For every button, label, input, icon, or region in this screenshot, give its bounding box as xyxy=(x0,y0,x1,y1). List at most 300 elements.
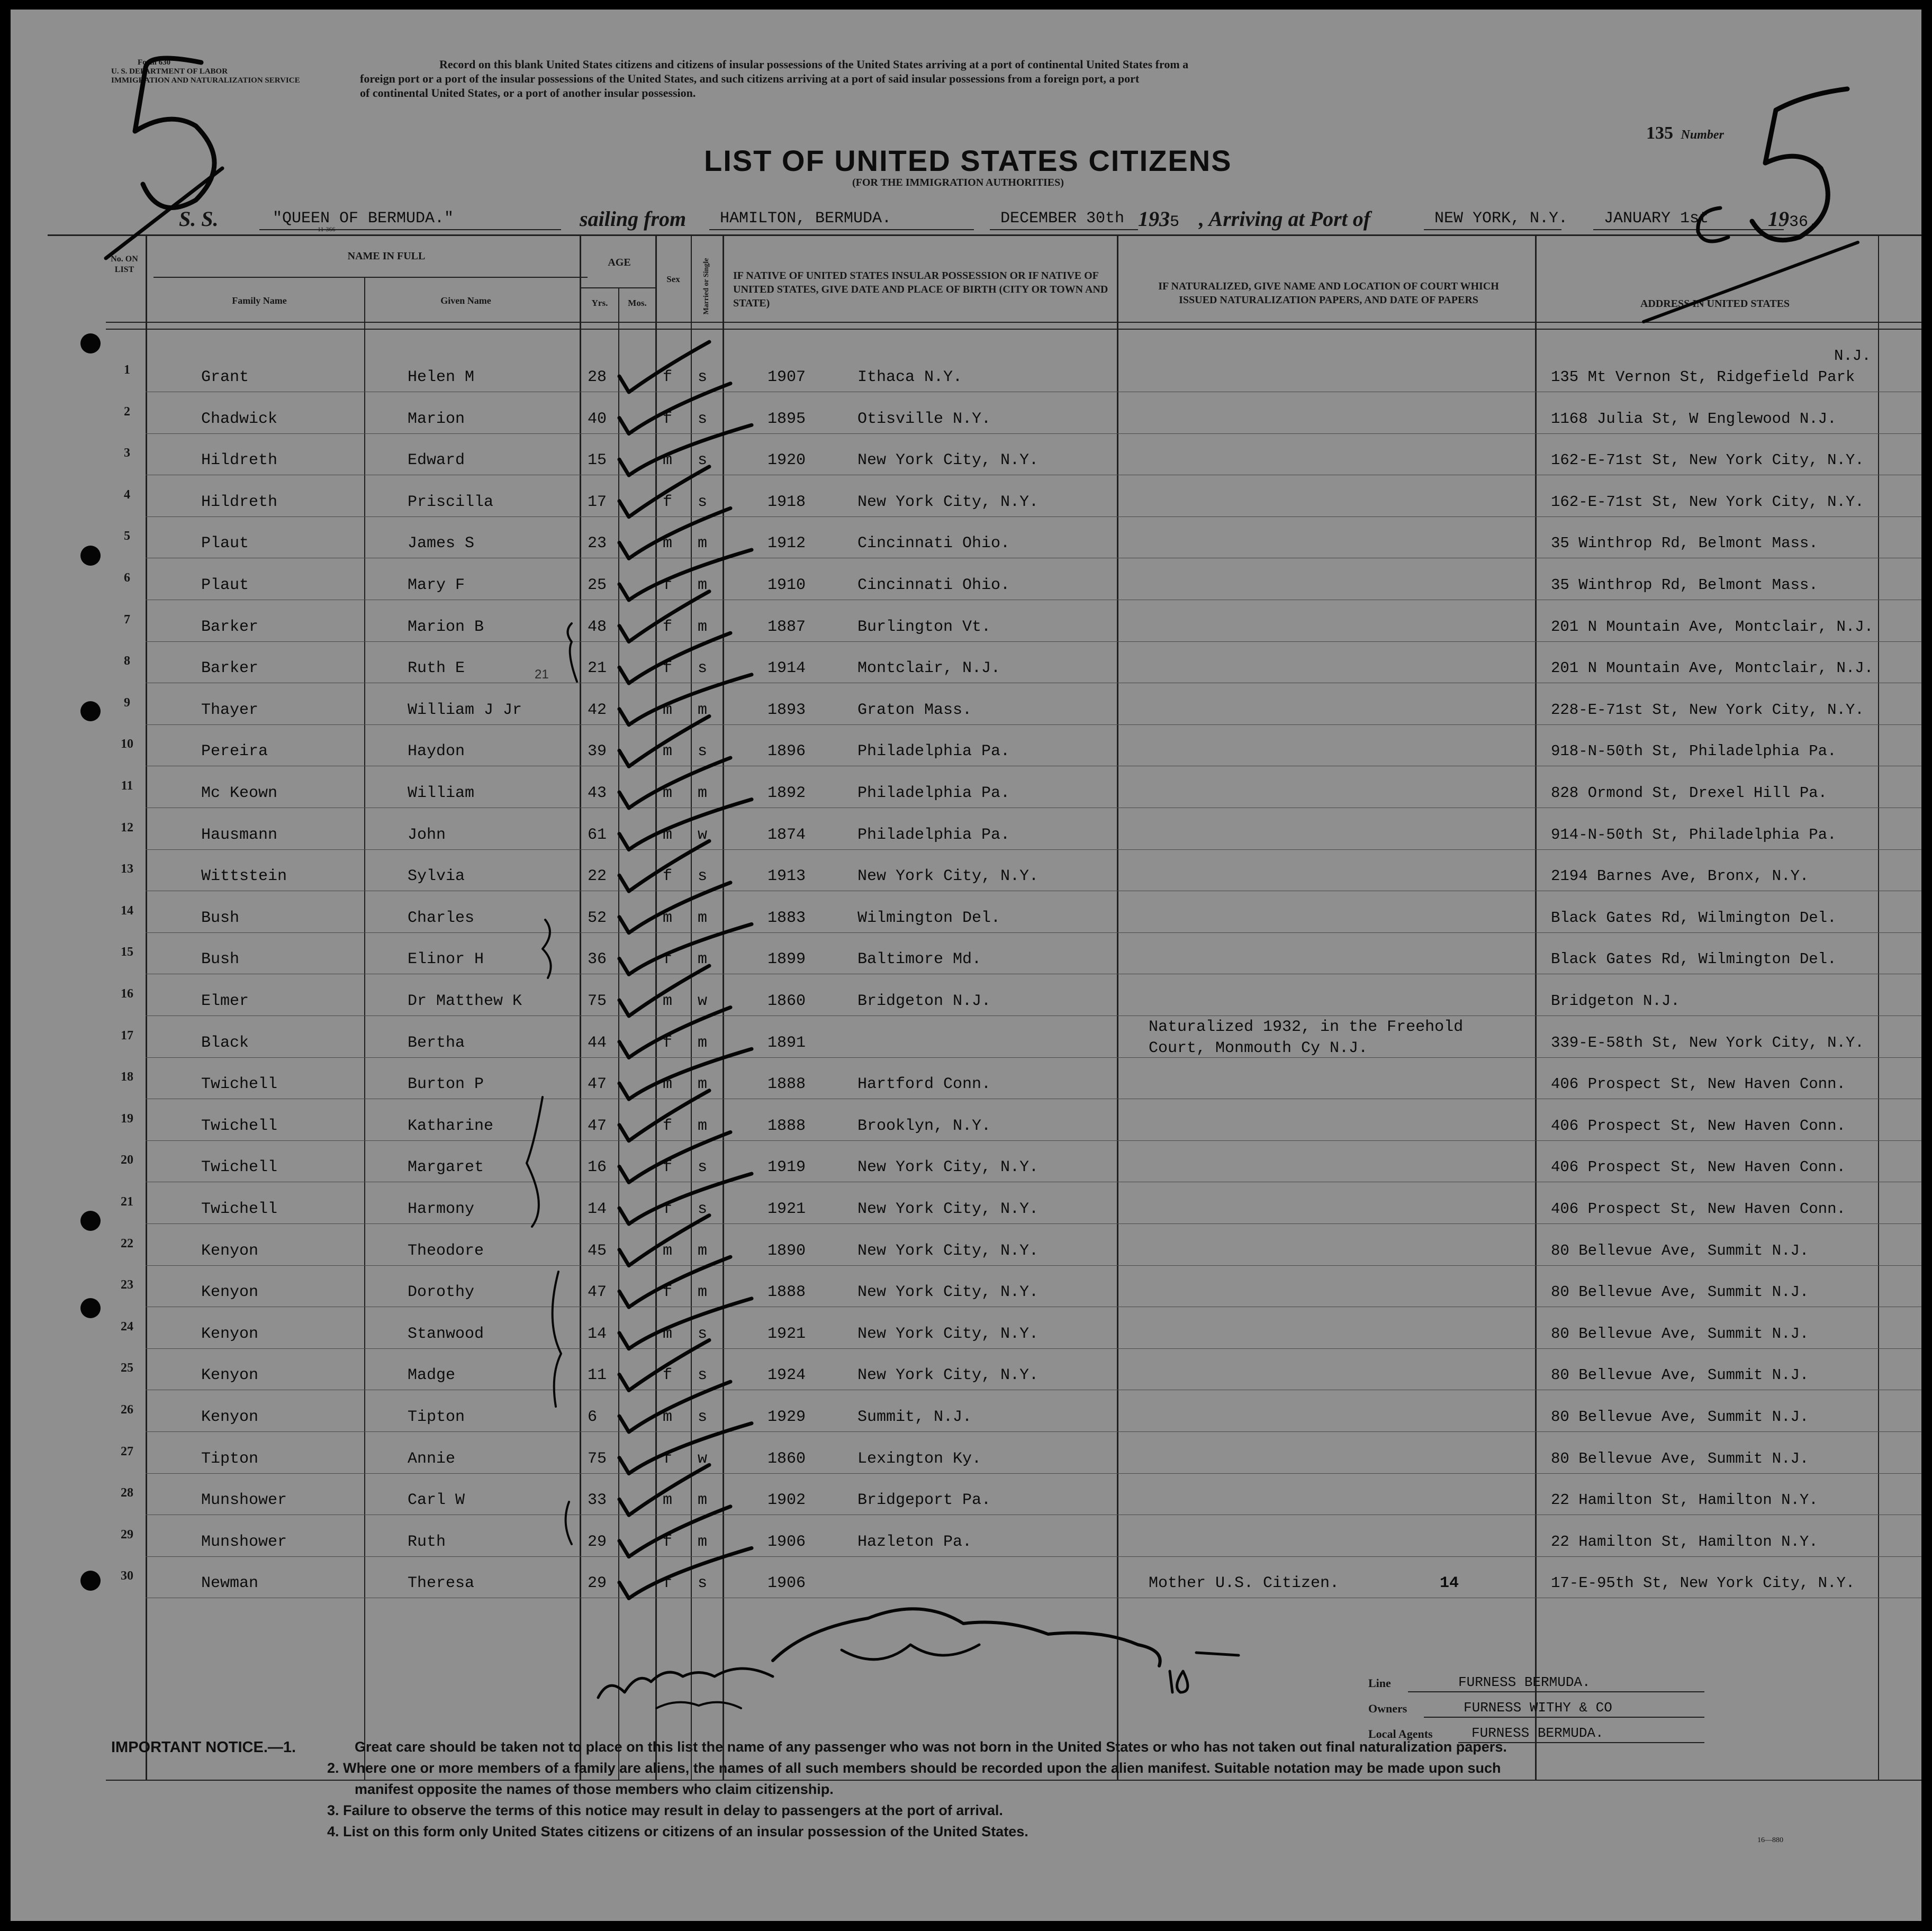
marital-status: s xyxy=(698,867,708,885)
footer-code: 16—880 xyxy=(1757,1836,1783,1844)
age-years: 11 xyxy=(588,1366,607,1384)
year-suffix: 5 xyxy=(1170,213,1180,231)
given-name: Bertha xyxy=(408,1034,465,1052)
family-name: Munshower xyxy=(201,1491,287,1509)
birth-place: Hazleton Pa. xyxy=(857,1533,972,1551)
sex: m xyxy=(663,1075,673,1093)
marital-status: s xyxy=(698,1158,708,1176)
family-name: Hausmann xyxy=(201,826,278,844)
given-name: Sylvia xyxy=(408,867,465,885)
age-years: 14 xyxy=(588,1325,607,1343)
age-years: 39 xyxy=(588,742,607,760)
family-name: Barker xyxy=(201,618,259,636)
age-years: 6 xyxy=(588,1408,598,1426)
naturalization: Naturalized 1932, in the Freehold xyxy=(1149,1018,1464,1036)
birth-year: 1919 xyxy=(768,1158,806,1176)
birth-year: 1888 xyxy=(768,1283,806,1301)
check-mark xyxy=(619,1299,752,1349)
family-name: Kenyon xyxy=(201,1408,259,1426)
row-number: 29 xyxy=(121,1528,133,1542)
sex: m xyxy=(663,1491,673,1509)
row-number: 5 xyxy=(124,529,130,543)
check-mark xyxy=(619,800,752,850)
age-years: 22 xyxy=(588,867,607,885)
age-years: 75 xyxy=(588,992,607,1010)
given-name: Madge xyxy=(408,1366,456,1384)
sex: f xyxy=(663,1450,673,1468)
given-name: Stanwood xyxy=(408,1325,484,1343)
age-years: 45 xyxy=(588,1242,607,1260)
sex: f xyxy=(663,1283,673,1301)
sex: f xyxy=(663,576,673,594)
line-label: Line xyxy=(1368,1676,1391,1690)
given-name: Dorothy xyxy=(408,1283,475,1301)
birth-year: 1860 xyxy=(768,1450,806,1468)
header-family-name: Family Name xyxy=(232,295,287,306)
birth-year: 1896 xyxy=(768,742,806,760)
birth-year: 1899 xyxy=(768,950,806,968)
check-mark xyxy=(619,1132,730,1182)
given-name: Edward xyxy=(408,451,465,469)
check-mark xyxy=(619,758,730,808)
given-name: Carl W xyxy=(408,1491,465,1509)
age-years: 52 xyxy=(588,909,607,927)
birth-place: Bridgeport Pa. xyxy=(857,1491,991,1509)
row-number: 14 xyxy=(121,904,133,918)
marital-status: s xyxy=(698,1366,708,1384)
notice-line-2: 2. Where one or more members of a family are aliens, the names of all such members should be recorded upon the alien manifest. Suitable notation may be made upon such xyxy=(327,1760,1501,1776)
us-address: 406 Prospect St, New Haven Conn. xyxy=(1551,1158,1846,1176)
owners-label: Owners xyxy=(1368,1702,1407,1715)
marital-status: m xyxy=(698,1242,708,1260)
family-brace xyxy=(543,920,551,978)
marital-status: m xyxy=(698,784,708,802)
check-mark xyxy=(619,1257,730,1307)
sex: f xyxy=(663,493,673,511)
birth-place: Hartford Conn. xyxy=(857,1075,991,1093)
marital-status: m xyxy=(698,1117,708,1135)
age-years: 48 xyxy=(588,618,607,636)
family-brace xyxy=(566,1502,572,1544)
age-years: 25 xyxy=(588,576,607,594)
marital-status: m xyxy=(698,1075,708,1093)
row-number: 23 xyxy=(121,1278,133,1292)
birth-year: 1860 xyxy=(768,992,806,1010)
birth-place: Lexington Ky. xyxy=(857,1450,982,1468)
family-name: Bush xyxy=(201,950,240,968)
given-name: Charles xyxy=(408,909,475,927)
birth-place: Montclair, N.J. xyxy=(857,659,1001,677)
birth-year: 1890 xyxy=(768,1242,806,1260)
corner-slash-mark xyxy=(106,168,222,258)
row-number: 4 xyxy=(124,488,130,502)
check-mark xyxy=(619,1424,752,1474)
marital-status: w xyxy=(698,826,708,844)
family-name: Plaut xyxy=(201,534,249,552)
family-name: Twichell xyxy=(201,1200,278,1218)
family-name: Plaut xyxy=(201,576,249,594)
sailing-from-label: sailing from xyxy=(580,207,687,231)
family-name: Mc Keown xyxy=(201,784,278,802)
given-name: Annie xyxy=(408,1450,456,1468)
service-name: IMMIGRATION AND NATURALIZATION SERVICE xyxy=(111,76,300,85)
age-years: 21 xyxy=(588,659,607,677)
age-years: 28 xyxy=(588,368,607,386)
check-mark xyxy=(619,550,752,600)
age-years: 47 xyxy=(588,1075,607,1093)
birth-place: Otisville N.Y. xyxy=(857,410,991,428)
marital-status: s xyxy=(698,493,708,511)
check-mark xyxy=(619,1049,752,1099)
birth-place: New York City, N.Y. xyxy=(857,1325,1039,1343)
header-native: IF NATIVE OF UNITED STATES INSULAR POSSESSION OR IF NATIVE OF UNITED STATES, GIVE DATE AND PLACE OF BIRTH (CITY OR TOWN AND STATE) xyxy=(733,270,1108,309)
given-name: Helen M xyxy=(408,368,475,386)
age-years: 17 xyxy=(588,493,607,511)
birth-place: Graton Mass. xyxy=(857,701,972,719)
ss-label: S. S. xyxy=(179,207,219,231)
birth-place: Wilmington Del. xyxy=(857,909,1001,927)
date-mark xyxy=(1698,208,1728,241)
birth-place: Ithaca N.Y. xyxy=(857,368,963,386)
us-address: 135 Mt Vernon St, Ridgefield Park xyxy=(1551,368,1855,386)
birth-place: New York City, N.Y. xyxy=(857,1242,1039,1260)
given-name: Burton P xyxy=(408,1075,484,1093)
us-address: Black Gates Rd, Wilmington Del. xyxy=(1551,950,1837,968)
age-years: 36 xyxy=(588,950,607,968)
naturalization-number: 14 xyxy=(1440,1574,1459,1592)
birth-place: Baltimore Md. xyxy=(857,950,982,968)
header-address: ADDRESS IN UNITED STATES xyxy=(1640,298,1790,310)
family-name: Kenyon xyxy=(201,1325,259,1343)
us-address: 80 Bellevue Ave, Summit N.J. xyxy=(1551,1450,1809,1467)
departure-date: DECEMBER 30th xyxy=(1000,210,1125,228)
us-address: 162-E-71st St, New York City, N.Y. xyxy=(1551,451,1864,469)
marital-status: m xyxy=(698,701,708,719)
given-name: Mary F xyxy=(408,576,465,594)
marital-status: w xyxy=(698,992,708,1010)
us-address: 1168 Julia St, W Englewood N.J. xyxy=(1551,410,1837,428)
given-name: Ruth xyxy=(408,1533,446,1551)
family-name: Grant xyxy=(201,368,249,386)
header-no: No. ON LIST xyxy=(111,255,138,274)
row-number: 20 xyxy=(121,1153,133,1167)
sex: f xyxy=(663,1117,673,1135)
row-number: 16 xyxy=(121,987,133,1001)
family-name: Kenyon xyxy=(201,1366,259,1384)
page-title: LIST OF UNITED STATES CITIZENS xyxy=(704,144,1232,177)
line-value: FURNESS BERMUDA. xyxy=(1458,1674,1591,1690)
age-years: 43 xyxy=(588,784,607,802)
sex: m xyxy=(663,534,673,552)
marital-status: s xyxy=(698,1325,708,1343)
birth-place: Bridgeton N.J. xyxy=(857,992,991,1010)
us-address: 35 Winthrop Rd, Belmont Mass. xyxy=(1551,576,1818,594)
us-address: 80 Bellevue Ave, Summit N.J. xyxy=(1551,1283,1809,1301)
given-name: Elinor H xyxy=(408,950,484,968)
birth-year: 1921 xyxy=(768,1325,806,1343)
birth-year: 1920 xyxy=(768,451,806,469)
age-years: 29 xyxy=(588,1533,607,1551)
sex: m xyxy=(663,451,673,469)
family-name: Barker xyxy=(201,659,259,677)
birth-place: Brooklyn, N.Y. xyxy=(857,1117,991,1135)
family-name: Twichell xyxy=(201,1075,278,1093)
marital-status: m xyxy=(698,909,708,927)
from-port: HAMILTON, BERMUDA. xyxy=(720,210,892,228)
notice-line-2b: manifest opposite the names of those members who claim citizenship. xyxy=(355,1781,834,1797)
sex: m xyxy=(663,742,673,760)
us-address: 828 Ormond St, Drexel Hill Pa. xyxy=(1551,784,1828,802)
sex: f xyxy=(663,410,673,428)
birth-year: 1888 xyxy=(768,1117,806,1135)
us-address: 339-E-58th St, New York City, N.Y. xyxy=(1551,1034,1864,1051)
row-number: 21 xyxy=(121,1195,133,1209)
naturalization-line-2: Court, Monmouth Cy N.J. xyxy=(1149,1039,1368,1057)
birth-place: Philadelphia Pa. xyxy=(857,826,1010,844)
birth-place: New York City, N.Y. xyxy=(857,493,1039,511)
address-header-slash xyxy=(1644,242,1858,322)
officer-signature xyxy=(842,1645,979,1660)
family-name: Munshower xyxy=(201,1533,287,1551)
us-address: 22 Hamilton St, Hamilton N.Y. xyxy=(1551,1533,1818,1551)
age-years: 40 xyxy=(588,410,607,428)
birth-year: 1888 xyxy=(768,1075,806,1093)
birth-year: 1874 xyxy=(768,826,806,844)
birth-year: 1910 xyxy=(768,576,806,594)
row-number: 10 xyxy=(121,737,133,751)
birth-year: 1921 xyxy=(768,1200,806,1218)
marital-status: s xyxy=(698,410,708,428)
birth-place: New York City, N.Y. xyxy=(857,1283,1039,1301)
marital-status: m xyxy=(698,576,708,594)
arriving-label: , Arriving at Port of xyxy=(1199,207,1371,231)
notice-line-3: 3. Failure to observe the terms of this notice may result in delay to passengers at the port of arrival. xyxy=(327,1802,1003,1818)
birth-year: 1924 xyxy=(768,1366,806,1384)
check-mark xyxy=(619,342,709,392)
family-name: Kenyon xyxy=(201,1283,259,1301)
birth-year: 1887 xyxy=(768,618,806,636)
check-mark xyxy=(619,1507,730,1557)
row-number: 1 xyxy=(124,363,130,377)
family-name: Bush xyxy=(201,909,240,927)
age-years: 16 xyxy=(588,1158,607,1176)
family-name: Tipton xyxy=(201,1450,259,1468)
manifest-sheet xyxy=(11,10,1921,1921)
age-years: 42 xyxy=(588,701,607,719)
sex: f xyxy=(663,368,673,386)
birth-place: New York City, N.Y. xyxy=(857,1366,1039,1384)
header-married-single: Married or Single xyxy=(702,258,710,315)
us-address: 162-E-71st St, New York City, N.Y. xyxy=(1551,493,1864,511)
family-brace xyxy=(568,623,577,682)
family-name: Twichell xyxy=(201,1158,278,1176)
family-brace xyxy=(527,1097,543,1227)
row-number: 3 xyxy=(124,446,130,460)
family-name: Wittstein xyxy=(201,867,287,885)
agents-label: Local Agents xyxy=(1368,1727,1433,1740)
notice-line-1: Great care should be taken not to place on this list the name of any passenger who was not born in the United States or who has not taken out final naturalization papers. xyxy=(355,1739,1507,1755)
given-name: Haydon xyxy=(408,742,465,760)
birth-year: 1912 xyxy=(768,534,806,552)
family-name: Thayer xyxy=(201,701,259,719)
marital-status: m xyxy=(698,1491,708,1509)
birth-year: 1906 xyxy=(768,1574,806,1592)
check-mark xyxy=(619,924,752,974)
notice-heading: IMPORTANT NOTICE.—1. xyxy=(111,1739,296,1756)
sex: f xyxy=(663,950,673,968)
family-name: Twichell xyxy=(201,1117,278,1135)
family-brace xyxy=(553,1272,561,1407)
us-address: 201 N Mountain Ave, Montclair, N.J. xyxy=(1551,618,1874,636)
birth-year: 1891 xyxy=(768,1034,806,1052)
row-number: 22 xyxy=(121,1237,133,1250)
us-address: 17-E-95th St, New York City, N.Y. xyxy=(1551,1574,1855,1592)
family-name: Elmer xyxy=(201,992,249,1010)
row-number: 18 xyxy=(121,1070,133,1084)
birth-place: Summit, N.J. xyxy=(857,1408,972,1426)
sex: m xyxy=(663,909,673,927)
birth-place: Burlington Vt. xyxy=(857,618,991,636)
row-number: 19 xyxy=(121,1112,133,1126)
row-number: 7 xyxy=(124,613,130,627)
given-name: Tipton xyxy=(408,1408,465,1426)
sex: m xyxy=(663,1242,673,1260)
sex: m xyxy=(663,1408,673,1426)
given-name: William xyxy=(408,784,475,802)
header-naturalized: IF NATURALIZED, GIVE NAME AND LOCATION OF COURT WHICH ISSUED NATURALIZATION PAPERS, AND DATE OF PAPERS xyxy=(1158,280,1499,306)
number-five-mark xyxy=(1752,89,1847,240)
given-name: Harmony xyxy=(408,1200,475,1218)
us-address: 80 Bellevue Ave, Summit N.J. xyxy=(1551,1408,1809,1426)
family-name: Hildreth xyxy=(201,451,278,469)
birth-year: 1895 xyxy=(768,410,806,428)
row-number: 6 xyxy=(124,571,130,585)
inspector-signature xyxy=(656,1702,741,1708)
page-subtitle: (FOR THE IMMIGRATION AUTHORITIES) xyxy=(852,177,1064,188)
sex: m xyxy=(663,992,673,1010)
ship-name: "QUEEN OF BERMUDA." xyxy=(273,210,454,228)
marital-status: m xyxy=(698,1533,708,1551)
age-years: 47 xyxy=(588,1117,607,1135)
birth-place: New York City, N.Y. xyxy=(857,451,1039,469)
sex: f xyxy=(663,1034,673,1052)
sex: f xyxy=(663,1366,673,1384)
given-name: Theresa xyxy=(408,1574,475,1592)
marital-status: s xyxy=(698,451,708,469)
birth-year: 1914 xyxy=(768,659,806,677)
given-name: John xyxy=(408,826,446,844)
sex: f xyxy=(663,659,673,677)
birth-year: 1929 xyxy=(768,1408,806,1426)
family-name: Newman xyxy=(201,1574,259,1592)
birth-place: New York City, N.Y. xyxy=(857,867,1039,885)
row-number: 15 xyxy=(121,945,133,959)
arrival-year-suffix: 36. xyxy=(1789,213,1818,231)
marital-status: m xyxy=(698,534,708,552)
sex: f xyxy=(663,618,673,636)
birth-year: 1902 xyxy=(768,1491,806,1509)
department-name: U. S. DEPARTMENT OF LABOR xyxy=(111,67,228,76)
row-number: 28 xyxy=(121,1486,133,1500)
us-address: 406 Prospect St, New Haven Conn. xyxy=(1551,1117,1846,1135)
row-number: 30 xyxy=(121,1569,133,1583)
sex: f xyxy=(663,1158,673,1176)
row-number: 17 xyxy=(121,1029,133,1042)
family-name: Black xyxy=(201,1034,249,1052)
age-years: 61 xyxy=(588,826,607,844)
row-number: 2 xyxy=(124,405,130,419)
marital-status: m xyxy=(698,618,708,636)
given-name: William J Jr xyxy=(408,701,522,719)
given-name: James S xyxy=(408,534,475,552)
age-years: 14 xyxy=(588,1200,607,1218)
marital-status: w xyxy=(698,1450,708,1468)
birth-place: New York City, N.Y. xyxy=(857,1158,1039,1176)
given-name: Marion B xyxy=(408,618,484,636)
birth-year: 1907 xyxy=(768,368,806,386)
notice-line-4: 4. List on this form only United States citizens or citizens of an insular possession of the United States. xyxy=(327,1824,1028,1839)
us-address: 406 Prospect St, New Haven Conn. xyxy=(1551,1200,1846,1218)
marital-status: s xyxy=(698,1408,708,1426)
us-address: 80 Bellevue Ave, Summit N.J. xyxy=(1551,1242,1809,1259)
age-years: 33 xyxy=(588,1491,607,1509)
family-name: Hildreth xyxy=(201,493,278,511)
given-name: Marion xyxy=(408,410,465,428)
naturalization: Mother U.S. Citizen. xyxy=(1149,1574,1340,1592)
given-name: Ruth E xyxy=(408,659,465,677)
check-mark xyxy=(619,1008,730,1058)
header-sex: Sex xyxy=(666,274,680,284)
header-name-in-full: NAME IN FULL xyxy=(347,250,426,262)
row-number: 24 xyxy=(121,1320,133,1334)
arrival-date: JANUARY 1st xyxy=(1604,210,1709,228)
check-mark xyxy=(619,384,730,434)
marital-status: m xyxy=(698,1034,708,1052)
age-years: 75 xyxy=(588,1450,607,1468)
number-printed: 135 xyxy=(1646,123,1673,143)
check-mark xyxy=(619,883,730,933)
sex: f xyxy=(663,1533,673,1551)
row-number: 26 xyxy=(121,1403,133,1417)
check-mark xyxy=(619,1174,752,1224)
row-number: 8 xyxy=(124,654,130,668)
birth-place: Philadelphia Pa. xyxy=(857,784,1010,802)
birth-place: New York City, N.Y. xyxy=(857,1200,1039,1218)
marital-status: s xyxy=(698,742,708,760)
header-age: AGE xyxy=(608,257,631,268)
sex: m xyxy=(663,826,673,844)
row-number: 11 xyxy=(121,779,133,793)
small-form-code: 11-366 xyxy=(318,225,336,233)
us-address-state: N.J. xyxy=(1834,347,1871,365)
check-mark xyxy=(619,508,730,558)
marital-status: s xyxy=(698,1574,708,1592)
us-address: 201 N Mountain Ave, Montclair, N.J. xyxy=(1551,659,1874,677)
row-number: 13 xyxy=(121,862,133,876)
check-marks xyxy=(619,342,752,1598)
given-name: Margaret xyxy=(408,1158,484,1176)
age-years: 29 xyxy=(588,1574,607,1592)
us-address: 80 Bellevue Ave, Summit N.J. xyxy=(1551,1325,1809,1343)
marital-status: m xyxy=(698,1283,708,1301)
us-address: 228-E-71st St, New York City, N.Y. xyxy=(1551,701,1864,719)
marital-status: m xyxy=(698,950,708,968)
check-mark xyxy=(619,675,752,725)
us-address: 35 Winthrop Rd, Belmont Mass. xyxy=(1551,534,1818,552)
given-name: Priscilla xyxy=(408,493,494,511)
birth-place: Cincinnati Ohio. xyxy=(857,576,1010,594)
intro-line-3: of continental United States, or a port of another insular possession. xyxy=(360,86,696,99)
